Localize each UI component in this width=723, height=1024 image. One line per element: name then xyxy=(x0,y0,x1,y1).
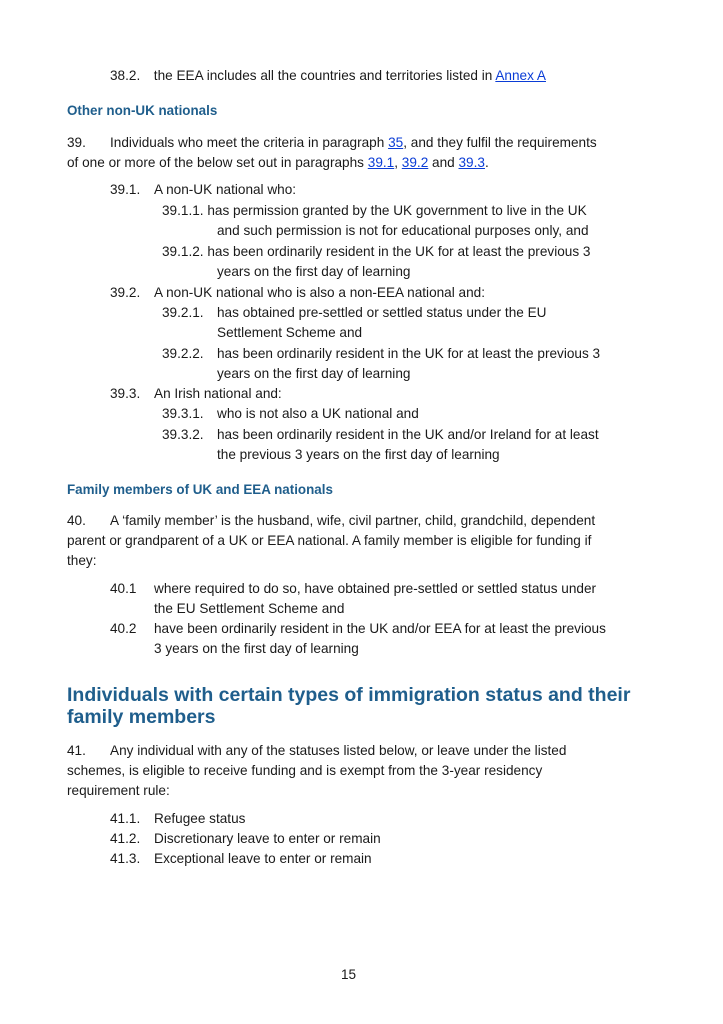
paragraph-text: An Irish national and: xyxy=(154,386,282,401)
paragraph-39-2-2-line-2: years on the first day of learning xyxy=(217,366,411,381)
paragraph-40-2-line-1 xyxy=(110,620,606,638)
paragraph-39-1-1-line-2: and such permission is not for educational purposes only, and xyxy=(217,223,589,238)
paragraph-39-2-link[interactable]: 39.2 xyxy=(401,155,429,170)
paragraph-40-1-line-2: the EU Settlement Scheme and xyxy=(154,601,345,616)
paragraph-text: , and they fulfil the requirements xyxy=(403,135,597,150)
paragraph-number: 41.1. xyxy=(110,811,141,826)
paragraph-39-1-2-line-1 xyxy=(162,243,590,261)
section-heading-immigration-line-1: Individuals with certain types of immigration status and their xyxy=(67,684,631,706)
paragraph-39-3-2-line-2: the previous 3 years on the first day of learning xyxy=(217,447,500,462)
paragraph-number: 40.1 xyxy=(110,581,137,596)
paragraph-text: Discretionary leave to enter or remain xyxy=(154,831,381,846)
paragraph-text: has been ordinarily resident in the UK and/or Ireland for at least xyxy=(217,427,599,442)
paragraph-text: Any individual with any of the statuses listed below, or leave under the listed xyxy=(110,743,567,758)
paragraph-39-line-1 xyxy=(67,134,597,152)
heading-other-non-uk-nationals: Other non-UK nationals xyxy=(67,103,218,118)
paragraph-number: 41.2. xyxy=(110,831,141,846)
paragraph-text: has been ordinarily resident in the UK for at least the previous 3 xyxy=(207,244,591,259)
paragraph-text: who is not also a UK national and xyxy=(217,406,419,421)
separator-text: and xyxy=(428,155,459,170)
heading-family-members: Family members of UK and EEA nationals xyxy=(67,482,333,497)
paragraph-39-3 xyxy=(110,385,282,403)
paragraph-39-3-link[interactable]: 39.3 xyxy=(458,155,485,170)
separator-text: , xyxy=(394,155,402,170)
paragraph-41-1 xyxy=(110,810,245,828)
paragraph-39-1-link[interactable]: 39.1 xyxy=(367,155,395,170)
paragraph-text: A non-UK national who is also a non-EEA national and: xyxy=(154,285,486,300)
annex-a-link[interactable]: Annex A xyxy=(495,68,546,83)
paragraph-number: 39.3. xyxy=(110,386,141,401)
paragraph-38-2 xyxy=(110,67,546,85)
paragraph-number: 39.1.2. xyxy=(162,244,204,259)
paragraph-39-1-1-line-1 xyxy=(162,202,587,220)
paragraph-number: 39.3.2. xyxy=(162,427,204,442)
paragraph-text: has obtained pre-settled or settled status under the EU xyxy=(217,305,547,320)
paragraph-40-line-1 xyxy=(67,512,595,530)
paragraph-number: 39.2.1. xyxy=(162,305,204,320)
page-number: 15 xyxy=(341,967,357,982)
paragraph-39-line-2 xyxy=(67,154,489,172)
paragraph-39-3-1 xyxy=(162,405,419,423)
paragraph-35-link[interactable]: 35 xyxy=(388,135,404,150)
paragraph-number: 41. xyxy=(67,743,86,758)
paragraph-41-line-3: requirement rule: xyxy=(67,783,170,798)
paragraph-number: 39. xyxy=(67,135,86,150)
paragraph-39-1 xyxy=(110,181,296,199)
paragraph-number: 39.2. xyxy=(110,285,141,300)
paragraph-text: where required to do so, have obtained pre-settled or settled status under xyxy=(154,581,597,596)
paragraph-text: A non-UK national who: xyxy=(154,182,297,197)
paragraph-text: Refugee status xyxy=(154,811,246,826)
paragraph-39-1-2-line-2: years on the first day of learning xyxy=(217,264,411,279)
separator-text: . xyxy=(484,155,489,170)
paragraph-41-3 xyxy=(110,850,372,868)
paragraph-number: 41.3. xyxy=(110,851,141,866)
section-heading-immigration-line-2: family members xyxy=(67,706,216,728)
paragraph-number: 40.2 xyxy=(110,621,137,636)
paragraph-text: of one or more of the below set out in paragraphs xyxy=(67,155,368,170)
paragraph-39-3-2-line-1 xyxy=(162,426,599,444)
paragraph-40-line-2: parent or grandparent of a UK or EEA national. A family member is eligible for funding if xyxy=(67,533,592,548)
paragraph-text: Exceptional leave to enter or remain xyxy=(154,851,372,866)
paragraph-39-2-1-line-2: Settlement Scheme and xyxy=(217,325,363,340)
paragraph-40-2-line-2: 3 years on the first day of learning xyxy=(154,641,359,656)
paragraph-text: has permission granted by the UK government to live in the UK xyxy=(207,203,587,218)
paragraph-41-line-1 xyxy=(67,742,566,760)
paragraph-41-line-2: schemes, is eligible to receive funding and is exempt from the 3-year residency xyxy=(67,763,543,778)
paragraph-number: 38.2. xyxy=(110,68,141,83)
paragraph-text: Individuals who meet the criteria in paragraph xyxy=(110,135,389,150)
paragraph-number: 39.2.2. xyxy=(162,346,204,361)
paragraph-39-2 xyxy=(110,284,485,302)
paragraph-text: A ‘family member’ is the husband, wife, civil partner, child, grandchild, dependent xyxy=(110,513,596,528)
paragraph-number: 39.3.1. xyxy=(162,406,204,421)
paragraph-number: 39.1. xyxy=(110,182,141,197)
paragraph-41-2 xyxy=(110,830,381,848)
paragraph-number: 39.1.1. xyxy=(162,203,204,218)
paragraph-39-2-1-line-1 xyxy=(162,304,546,322)
paragraph-number: 40. xyxy=(67,513,86,528)
paragraph-text: has been ordinarily resident in the UK for at least the previous 3 xyxy=(217,346,601,361)
paragraph-40-line-3: they: xyxy=(67,553,97,568)
paragraph-40-1-line-1 xyxy=(110,580,596,598)
paragraph-39-2-2-line-1 xyxy=(162,345,600,363)
paragraph-text: have been ordinarily resident in the UK and/or EEA for at least the previous xyxy=(154,621,606,636)
paragraph-text: the EEA includes all the countries and territories listed in xyxy=(153,68,496,83)
